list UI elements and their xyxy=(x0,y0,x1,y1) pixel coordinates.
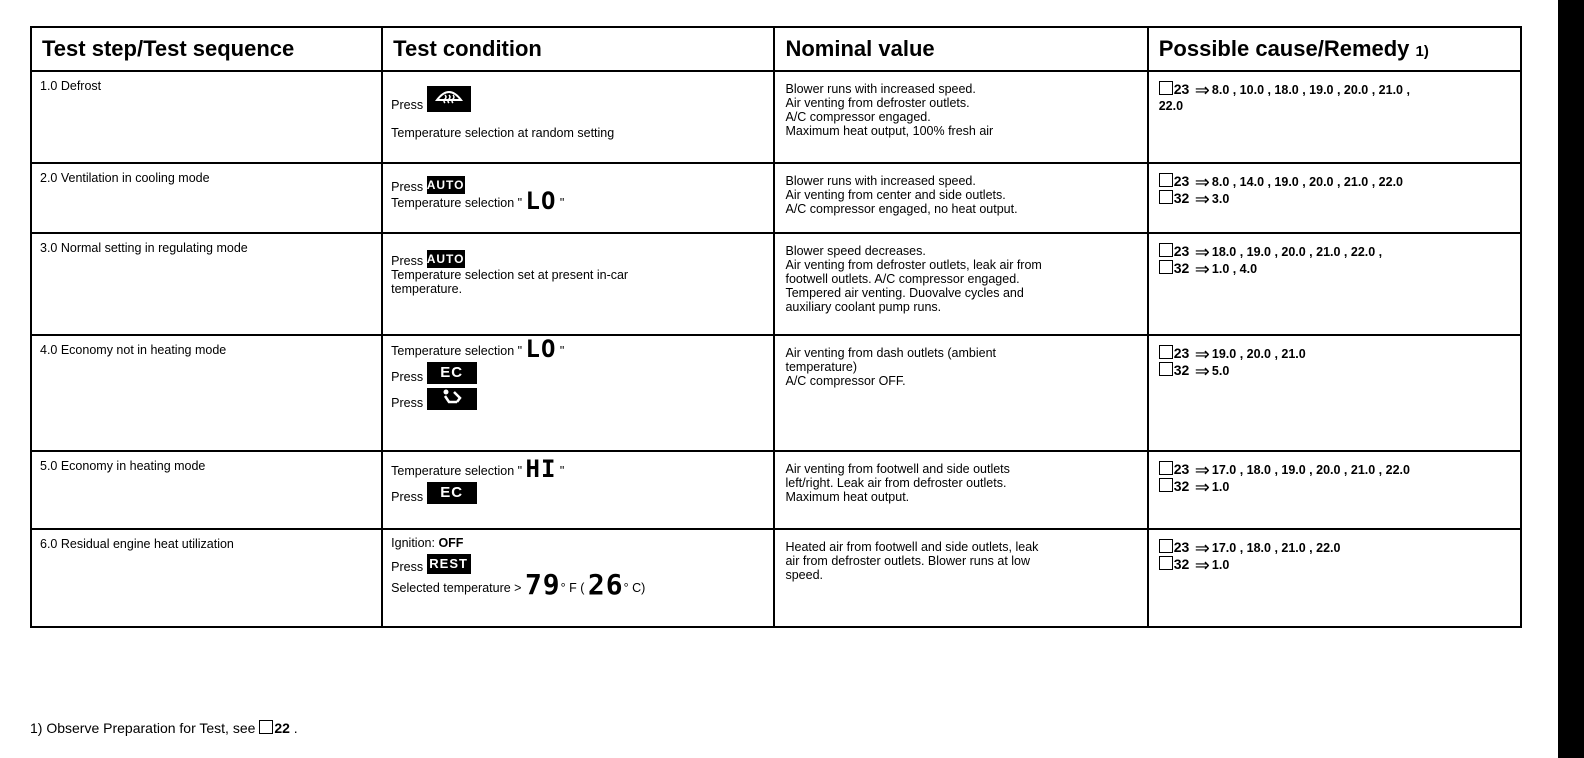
page-ref-box-icon xyxy=(1159,478,1173,492)
nominal-value xyxy=(775,336,1146,392)
page-ref-box-icon xyxy=(1159,461,1173,475)
test-condition: Press AUTO Temperature selection " LO " xyxy=(391,178,565,215)
test-condition: Temperature selection " HI " Press EC xyxy=(391,455,565,504)
temp-label: Temperature selection xyxy=(391,344,515,358)
remedy xyxy=(1149,336,1520,383)
table-row xyxy=(31,529,1521,627)
press-label: Press xyxy=(391,370,424,384)
press-label: Press xyxy=(391,254,424,268)
footnote xyxy=(30,720,298,736)
rest-button-icon: REST xyxy=(427,554,471,574)
nominal-line: Heated air from footwell and side outlets, leak xyxy=(785,540,1039,554)
remedy-values: 8.0 , 14.0 , 19.0 , 20.0 , 21.0 , 22.0 xyxy=(1211,175,1404,189)
press-label: Press xyxy=(391,560,424,574)
arrow-right-icon: ⇒ xyxy=(1194,477,1210,497)
press-label: Press xyxy=(391,98,424,112)
remedy-values: 17.0 , 18.0 , 19.0 , 20.0 , 21.0 , 22.0 xyxy=(1211,463,1410,477)
page-ref-box-icon xyxy=(1159,173,1173,187)
remedy-ref: 32 xyxy=(1173,362,1190,378)
page-ref-box-icon xyxy=(1159,539,1173,553)
nominal-line: Tempered air venting. Duovalve cycles and xyxy=(785,286,1024,300)
footnote-suffix: . xyxy=(293,720,298,736)
header-col1: Test step/Test sequence xyxy=(42,36,295,61)
nominal-line: Maximum heat output. xyxy=(785,490,910,504)
nominal-line: Air venting from defroster outlets, leak air from xyxy=(785,258,1042,272)
nominal-line: Air venting from dash outlets (ambient xyxy=(785,346,997,360)
nominal-line: A/C compressor OFF. xyxy=(785,374,906,388)
remedy xyxy=(1149,72,1520,118)
arrow-right-icon: ⇒ xyxy=(1194,460,1210,480)
header-footnote-marker: 1) xyxy=(1415,43,1429,60)
page-ref-box-icon xyxy=(1159,362,1173,376)
page-ref-box-icon xyxy=(259,720,273,734)
temp-display: LO xyxy=(525,187,557,215)
selected-temp-label: Selected temperature > xyxy=(391,581,522,595)
remedy-ref: 32 xyxy=(1173,478,1190,494)
arrow-right-icon: ⇒ xyxy=(1194,242,1210,262)
header-test-condition xyxy=(382,27,774,71)
step-label: 3.0 Normal setting in regulating mode xyxy=(40,241,248,255)
condition-text: Temperature selection at random setting xyxy=(391,126,615,140)
arrow-right-icon: ⇒ xyxy=(1194,172,1210,192)
ignition-value: OFF xyxy=(438,536,464,550)
page-edge-bar xyxy=(1558,0,1584,758)
nominal-line: Air venting from center and side outlets. xyxy=(785,188,1006,202)
auto-button-icon: AUTO xyxy=(426,252,465,266)
test-condition xyxy=(383,72,773,144)
remedy-values: 1.0 xyxy=(1211,480,1230,494)
step-label: 2.0 Ventilation in cooling mode xyxy=(40,171,210,185)
unit-c: ° C) xyxy=(623,581,646,595)
nominal-line: auxiliary coolant pump runs. xyxy=(785,300,942,314)
nominal-line: Maximum heat output, 100% fresh air xyxy=(785,124,994,138)
nominal-line: temperature) xyxy=(785,360,858,374)
page-ref-box-icon xyxy=(1159,243,1173,257)
header-nominal-value xyxy=(774,27,1147,71)
auto-button-icon: AUTO xyxy=(426,178,465,192)
nominal-line: Blower speed decreases. xyxy=(785,244,926,258)
temp-display: HI xyxy=(525,455,557,483)
step-label: 4.0 Economy not in heating mode xyxy=(40,343,227,357)
table-row xyxy=(31,451,1521,529)
arrow-right-icon: ⇒ xyxy=(1194,538,1210,558)
footnote-ref: 22 xyxy=(274,720,290,736)
step-label: 6.0 Residual engine heat utilization xyxy=(40,537,234,551)
remedy-values: 1.0 , 4.0 xyxy=(1211,262,1258,276)
ignition-label: Ignition: xyxy=(391,536,435,550)
arrow-right-icon: ⇒ xyxy=(1194,344,1210,364)
remedy-values: 18.0 , 19.0 , 20.0 , 21.0 , 22.0 , xyxy=(1211,245,1383,259)
press-label: Press xyxy=(391,180,424,194)
step-label: 1.0 Defrost xyxy=(40,79,102,93)
press-label: Press xyxy=(391,396,424,410)
header-col4: Possible cause/Remedy xyxy=(1158,36,1410,61)
arrow-right-icon: ⇒ xyxy=(1194,80,1210,100)
press-label: Press xyxy=(391,490,424,504)
temp-label: Temperature selection xyxy=(391,196,515,210)
test-table xyxy=(30,26,1522,628)
temp-c-display: 26 xyxy=(587,568,624,601)
test-condition xyxy=(383,234,773,300)
remedy-ref: 23 xyxy=(1173,243,1190,259)
remedy-values: 3.0 xyxy=(1211,192,1230,206)
nominal-line: left/right. Leak air from defroster outlets. xyxy=(785,476,1007,490)
condition-text: temperature. xyxy=(391,282,463,296)
unit-f: ° F ( xyxy=(560,581,585,595)
nominal-value xyxy=(775,452,1146,508)
table-row xyxy=(31,163,1521,233)
nominal-line: Air venting from footwell and side outlets xyxy=(785,462,1010,476)
remedy-ref: 32 xyxy=(1173,190,1190,206)
remedy-values: 8.0 , 10.0 , 18.0 , 19.0 , 20.0 , 21.0 , xyxy=(1211,83,1410,97)
remedy-ref: 32 xyxy=(1173,556,1190,572)
nominal-line: speed. xyxy=(785,568,824,582)
nominal-value xyxy=(775,72,1146,142)
remedy xyxy=(1149,530,1520,577)
nominal-line: A/C compressor engaged, no heat output. xyxy=(785,202,1018,216)
table-row xyxy=(31,71,1521,163)
page-ref-box-icon xyxy=(1159,81,1173,95)
page-ref-box-icon xyxy=(1159,190,1173,204)
defrost-button-icon xyxy=(427,86,471,112)
remedy xyxy=(1149,164,1520,211)
remedy xyxy=(1149,234,1520,281)
ec-button-icon: EC xyxy=(427,362,477,384)
page-ref-box-icon xyxy=(1159,260,1173,274)
arrow-right-icon: ⇒ xyxy=(1194,259,1210,279)
remedy-values: 19.0 , 20.0 , 21.0 xyxy=(1211,347,1306,361)
remedy-ref: 23 xyxy=(1173,173,1190,189)
remedy-values: 1.0 xyxy=(1211,558,1230,572)
remedy-values: 5.0 xyxy=(1211,364,1230,378)
nominal-line: Blower runs with increased speed. xyxy=(785,82,976,96)
page-ref-box-icon xyxy=(1159,556,1173,570)
temp-f-display: 79 xyxy=(524,568,561,601)
ec-button-icon: EC xyxy=(427,482,477,504)
header-col2: Test condition xyxy=(393,36,542,61)
test-condition xyxy=(383,530,773,599)
arrow-right-icon: ⇒ xyxy=(1194,555,1210,575)
footwell-airflow-button-icon xyxy=(427,388,477,410)
arrow-right-icon: ⇒ xyxy=(1194,361,1210,381)
nominal-line: footwell outlets. A/C compressor engaged. xyxy=(785,272,1020,286)
test-condition: Temperature selection " LO " Press EC Press xyxy=(391,335,565,410)
header-possible-cause xyxy=(1148,27,1521,71)
temp-label: Temperature selection xyxy=(391,464,515,478)
nominal-line: air from defroster outlets. Blower runs at low xyxy=(785,554,1031,568)
remedy-ref: 23 xyxy=(1173,81,1190,97)
remedy-ref: 23 xyxy=(1173,345,1190,361)
temp-display: LO xyxy=(525,335,557,363)
nominal-line: A/C compressor engaged. xyxy=(785,110,931,124)
step-label: 5.0 Economy in heating mode xyxy=(40,459,206,473)
nominal-value xyxy=(775,530,1146,586)
header-test-step xyxy=(31,27,382,71)
table-row xyxy=(31,233,1521,335)
table-row xyxy=(31,335,1521,451)
remedy-ref: 23 xyxy=(1173,539,1190,555)
arrow-right-icon: ⇒ xyxy=(1194,189,1210,209)
remedy-ref: 32 xyxy=(1173,260,1190,276)
remedy-ref: 23 xyxy=(1173,461,1190,477)
header-col3: Nominal value xyxy=(785,36,935,61)
condition-text: Temperature selection set at present in-car xyxy=(391,268,629,282)
remedy xyxy=(1149,452,1520,499)
nominal-value xyxy=(775,164,1146,220)
nominal-line: Air venting from defroster outlets. xyxy=(785,96,970,110)
remedy-values: 17.0 , 18.0 , 21.0 , 22.0 xyxy=(1211,541,1341,555)
footnote-text: 1) Observe Preparation for Test, see xyxy=(30,720,256,736)
page-ref-box-icon xyxy=(1159,345,1173,359)
remedy-values: 22.0 xyxy=(1158,99,1184,113)
nominal-line: Blower runs with increased speed. xyxy=(785,174,976,188)
nominal-value xyxy=(775,234,1146,318)
header-row xyxy=(31,27,1521,71)
